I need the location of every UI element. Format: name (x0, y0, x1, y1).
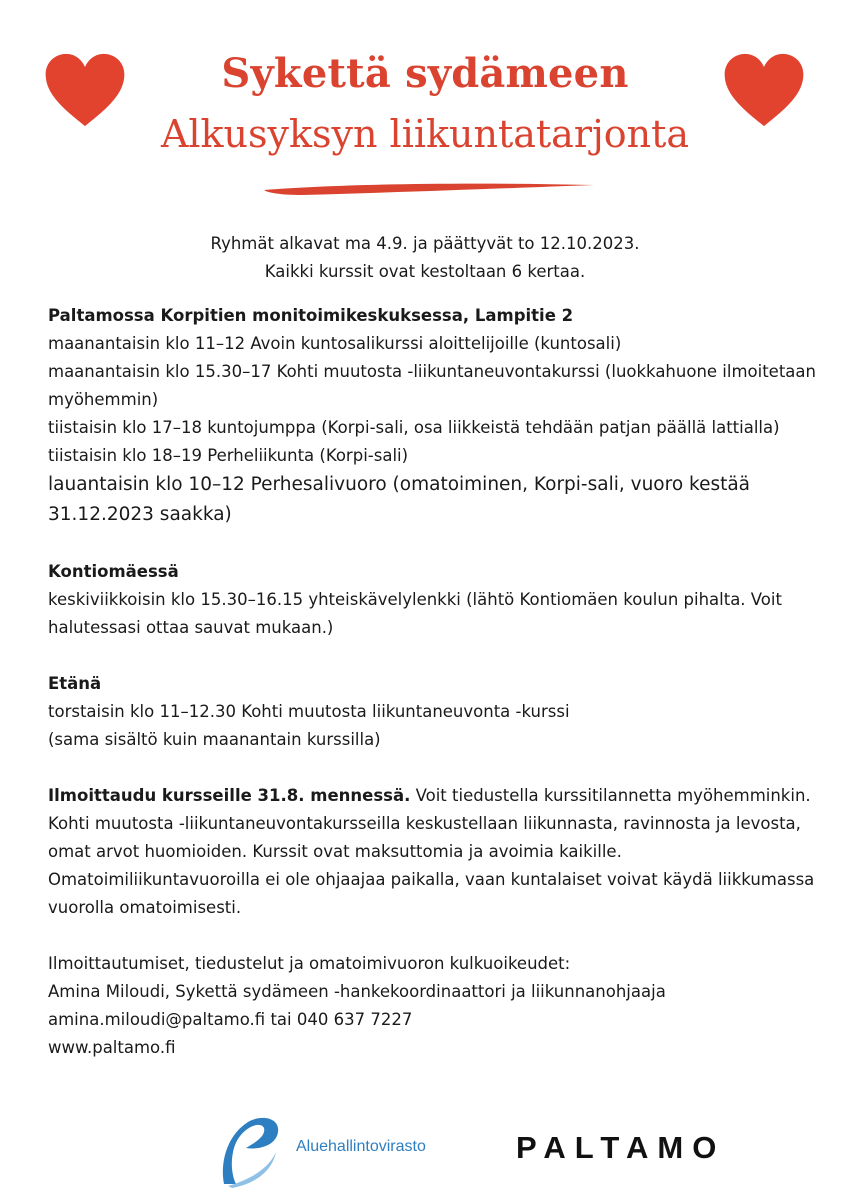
section-heading-kontiomaki: Kontiomäessä (48, 562, 179, 581)
section-heading-remote: Etänä (48, 674, 102, 693)
schedule-item: maanantaisin klo 11–12 Avoin kuntosalikurssi aloittelijoille (kuntosali) (48, 334, 622, 353)
contact-email-phone: amina.miloudi@paltamo.fi tai 040 637 7227 (48, 1010, 413, 1029)
main-content (48, 302, 818, 1062)
schedule-item: torstaisin klo 11–12.30 Kohti muutosta liikuntaneuvonta -kurssi (48, 702, 570, 721)
schedule-item: tiistaisin klo 18–19 Perheliikunta (Korpi-sali) (48, 446, 409, 465)
schedule-item: keskiviikkoisin klo 15.30–16.15 yhteiskävelylenkki (lähtö Kontiomäen koulun pihalta. Voit halutessasi ottaa sauvat mukaan.) (48, 590, 782, 637)
intro-line: Ryhmät alkavat ma 4.9. ja päättyvät to 12.10.2023. (210, 234, 640, 253)
intro (0, 230, 850, 286)
schedule-item: lauantaisin klo 10–12 Perhesalivuoro (omatoiminen, Korpi-sali, vuoro kestää 31.12.2023 saakka) (48, 474, 751, 525)
contact-line: Amina Miloudi, Sykettä sydämeen -hankekoordinaattori ja liikunnanohjaaja (48, 982, 666, 1001)
page-title: Sykettä sydämeen (221, 50, 629, 97)
registration-paragraph (48, 782, 818, 922)
schedule-item: tiistaisin klo 17–18 kuntojumppa (Korpi-sali, osa liikkeistä tehdään patjan päällä lattialla) (48, 418, 780, 437)
contact-line: Ilmoittautumiset, tiedustelut ja omatoimivuoron kulkuoikeudet: (48, 954, 571, 973)
section-heading-paltamo: Paltamossa Korpitien monitoimikeskuksessa, Lampitie 2 (48, 306, 574, 325)
registration-text: Voit tiedustella kurssitilannetta myöhemminkin. Kohti muutosta -liikuntaneuvontakursseilla keskustellaan liikunnasta, ravinnosta ja levosta, omat arvot huomioiden. Kurssit ovat maksuttomia ja avoimia kaikille. Omatoimiliikuntavuoroilla ei ole ohjaajaa paikalla, vaan kuntalaiset voivat käydä liikkumassa vuorolla omatoimisesti. (48, 786, 815, 917)
brush-stroke (262, 180, 596, 196)
avi-logo-text: Aluehallintovirasto (296, 1138, 426, 1155)
paltamo-logo: PALTAMO (516, 1130, 726, 1165)
website-link[interactable]: www.paltamo.fi (48, 1038, 176, 1057)
page-subtitle: Alkusyksyn liikuntatarjonta (160, 112, 690, 156)
intro-line: Kaikki kurssit ovat kestoltaan 6 kertaa. (264, 262, 586, 281)
schedule-item: maanantaisin klo 15.30–17 Kohti muutosta -liikuntaneuvontakurssi (luokkahuone ilmoitetaan myöhemmin) (48, 362, 816, 409)
avi-logo-mark (218, 1114, 282, 1188)
registration-deadline: Ilmoittaudu kursseille 31.8. mennessä. (48, 786, 411, 805)
avi-logo (218, 1114, 478, 1188)
schedule-item: (sama sisältö kuin maanantain kurssilla) (48, 730, 381, 749)
